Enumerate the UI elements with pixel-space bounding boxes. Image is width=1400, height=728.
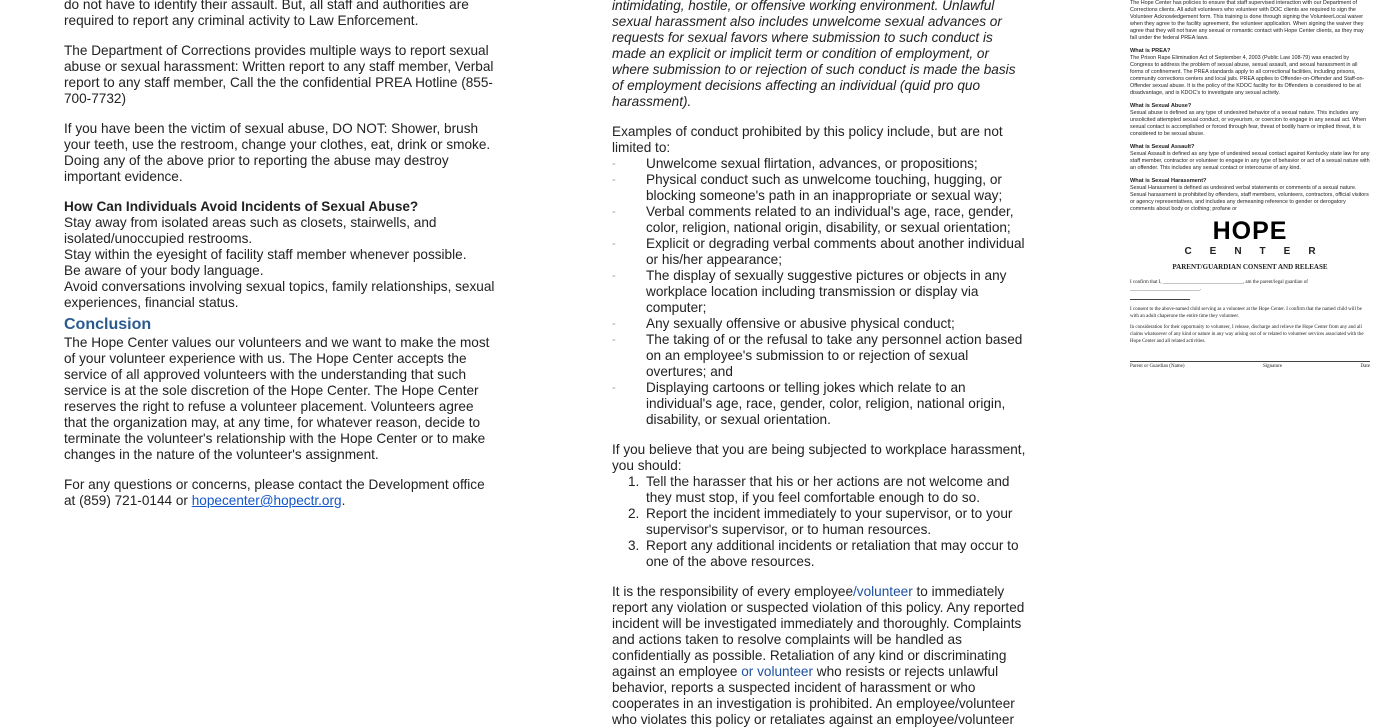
contact-paragraph <box>64 477 496 509</box>
list-item: - Any sexually offensive or abusive physical conduct; <box>628 316 1028 332</box>
resp-highlight: /volunteer <box>853 584 913 599</box>
steps-list <box>612 474 1028 570</box>
consent-paragraph: I confirm that I, ________________________________, am the parent/legal guardian of ____________________________. <box>1130 280 1308 292</box>
signature-label: Parent or Guardian (Name) <box>1130 364 1185 369</box>
document-page-2 <box>580 0 1050 727</box>
consent-form-title: PARENT/GUARDIAN CONSENT AND RELEASE <box>1172 263 1328 271</box>
list-item: - Explicit or degrading verbal comments about another individual or his/her appearance; <box>628 236 1028 268</box>
faq-answer: Sexual abuse is defined as any type of undesired behavior of a sexual nature. This includes any unsolicited attempted sexual conduct, or voyeurism, or coercion to engage in any sexual act. When sexual contact is accomplished or forced through fear, threat of bodily harm or implied threat, it is considered to be sexual abuse. <box>1130 110 1367 137</box>
harassment-definition-fragment: intimidating, hostile, or offensive working environment. Unlawful sexual harassment also includes unwelcome sexual advances or requests for sexual favors where submission to such conduct is made an explicit or implicit term or condition of employment, or where submission to or rejection of such conduct is made the basis of employment decisions affecting an individual (quid pro quo harassment). <box>612 0 1016 109</box>
step-number: 3. <box>628 538 640 553</box>
avoid-line: Stay away from isolated areas such as closets, stairwells, and isolated/unoccupied restrooms. <box>64 215 437 246</box>
consent-paragraph: In consideration for their opportunity to volunteer, I release, discharge and relieve the Hope Center from any and all claims whatsoever of any kind or nature in any way arising out of or related to volunteer services associated with the Hope Center and all related activities. <box>1130 325 1364 344</box>
step-text: Report any additional incidents or retaliation that may occur to one of the above resources. <box>646 538 1019 569</box>
list-item: - Physical conduct such as unwelcome touching, hugging, or blocking someone's path in an inappropriate or sexual way; <box>628 172 1028 204</box>
resp-text: who resists or rejects unlawful behavior, reports a suspected incident of harassment or who cooperates in an investigation is prohibited. An employee/volunteer who violates this policy or retaliates against an employee/volunteer <box>612 664 1015 727</box>
list-item: - Unwelcome sexual flirtation, advances, or propositions; <box>628 156 1028 172</box>
email-link[interactable]: hopecenter@hopectr.org <box>191 493 342 508</box>
signature-label: Signature <box>1262 364 1283 369</box>
list-item <box>628 474 1028 506</box>
faq-question: What is PREA? <box>1130 48 1171 54</box>
avoid-line: Avoid conversations involving sexual topics, family relationships, sexual experiences, financial status. <box>64 279 495 310</box>
list-item: - Verbal comments related to an individual's age, race, gender, color, religion, national origin, disability, or sexual orientation; <box>628 204 1028 236</box>
signature-row <box>1130 361 1370 369</box>
document-page-1 <box>0 0 560 508</box>
step-number: 2. <box>628 506 640 521</box>
logo-subtitle: CENTER <box>1184 246 1334 257</box>
reporting-fragment: do not have to identify their assault. But, all staff and authorities are required to report any criminal activity to Law Enforcement. <box>64 0 469 28</box>
resp-highlight: or volunteer <box>741 664 814 679</box>
faq-answer: Sexual Assault is defined as any type of undesired sexual contact against Kentucky state law for any staff member, contractor or volunteer to engage in any type of behavior or act of a sexual nature with an offender. This includes any sexual contact or intercourse of any kind. <box>1130 151 1370 171</box>
list-item <box>628 506 1028 538</box>
hope-center-logo <box>1130 217 1370 257</box>
step-text: Report the incident immediately to your supervisor, or to your supervisor's supervisor, or to human resources. <box>646 506 1013 537</box>
examples-list <box>612 156 1028 428</box>
responsibility-paragraph <box>612 584 1028 728</box>
logo-word: HOPE <box>1212 217 1288 245</box>
believe-intro: If you believe that you are being subjected to workplace harassment, you should: <box>612 442 1026 473</box>
list-item: - The taking of or the refusal to take any personnel action based on an employee's submission to or rejection of sexual overtures; and <box>628 332 1028 380</box>
victim-paragraph: If you have been the victim of sexual abuse, DO NOT: Shower, brush your teeth, use the restroom, change your clothes, eat, drink or smoke. Doing any of the above prior to reporting the abuse may destroy important evidence. <box>64 121 491 184</box>
step-number: 1. <box>628 474 640 489</box>
consent-paragraph: I consent to the above-named child serving as a volunteer at the Hope Center. I confirm that the named child will be with an adult chaperone the entire time they volunteer. <box>1130 307 1362 319</box>
avoid-heading: How Can Individuals Avoid Incidents of Sexual Abuse? <box>64 199 419 214</box>
contact-text: For any questions or concerns, please contact the Development office at (859) 721-0144 or <box>64 477 485 508</box>
resp-text: It is the responsibility of every employee <box>612 584 854 599</box>
list-item: - Displaying cartoons or telling jokes which relate to an individual's age, race, gender, color, religion, national origin, disability, or sexual orientation. <box>628 380 1028 428</box>
blank-line <box>1130 299 1190 300</box>
faq-answer: Sexual Harassment is defined as undesired verbal statements or comments of a sexual nature. Sexual harassment is prohibited by offenders, staff members, volunteers, contractors, official visitors or agency representatives, and includes any demeaning reference to gender or derogatory comments about body or clothing; profane or <box>1130 185 1369 212</box>
faq-answer: The Prison Rape Elimination Act of September 4, 2003 (Public Law 108-79) was enacted by Congress to address the problem of sexual abuse, sexual assault, and sexual harassment in all forms of confinement. The PREA standards apply to all correctional facilities, including prisons, community corrections centers and local jails. PREA applies to Offender-on-Offender and Staff-on-Offender sexual abuse. It is the policy of the KDOC facility for its Offenders is considered to be at disadvantage, and is KDOC's to investigate any sexual activity. <box>1130 55 1365 96</box>
conclusion-paragraph: The Hope Center values our volunteers and we want to make the most of your volunteer experience with us. The Hope Center accepts the service of all approved volunteers with the understanding that such service is at the sole discretion of the Hope Center. The Hope Center reserves the right to refuse a volunteer placement. Volunteers agree that the organization may, at any time, for whatever reason, decide to terminate the volunteer's relationship with the Hope Center or to make changes in the nature of the volunteer's assignment. <box>64 335 490 462</box>
faq-question: What is Sexual Assault? <box>1130 144 1195 150</box>
faq-question: What is Sexual Harassment? <box>1130 178 1207 184</box>
list-item: - The display of sexually suggestive pictures or objects in any workplace location including transmission or display via computer; <box>628 268 1028 316</box>
resp-text: to immediately report any violation or suspected violation of this policy. Any reported incident will be investigated immediately and thoroughly. Complaints and actions taken to resolve complaints will be handled as confidentially as possible. Retaliation of any kind or discriminating against an employee <box>612 584 1025 679</box>
page3-intro: The Hope Center has policies to ensure that staff supervised interaction with our Department of Corrections clients. All adult volunteers who volunteer with DOC clients are required to sign the Volunteer Acknowledgement form. This training is done through signing the VolunteerLocal waiver when they agree to the facility agreement, the volunteer application. When signing the waiver they agree that they will not have any sexual or romantic contact with Hope Center clients, as they may fall under the federal PREA laws. <box>1130 0 1364 41</box>
contact-end: . <box>341 493 346 508</box>
doc-reporting-paragraph: The Department of Corrections provides multiple ways to report sexual abuse or sexual harassment: Written report to any staff member, Verbal report to any staff member, Call the the confidential PREA Hotline (855-700-7732) <box>64 43 494 106</box>
step-text: Tell the harasser that his or her actions are not welcome and they must stop, if you feel comfortable enough to do so. <box>646 474 1010 505</box>
document-page-3 <box>1110 0 1390 500</box>
examples-intro: Examples of conduct prohibited by this policy include, but are not limited to: <box>612 124 1003 155</box>
list-item <box>628 538 1028 570</box>
conclusion-heading: Conclusion <box>64 316 152 333</box>
avoid-line: Be aware of your body language. <box>64 263 264 278</box>
avoid-line: Stay within the eyesight of facility staff member whenever possible. <box>64 247 467 262</box>
signature-label: Date <box>1360 364 1370 369</box>
faq-question: What is Sexual Abuse? <box>1130 103 1192 109</box>
